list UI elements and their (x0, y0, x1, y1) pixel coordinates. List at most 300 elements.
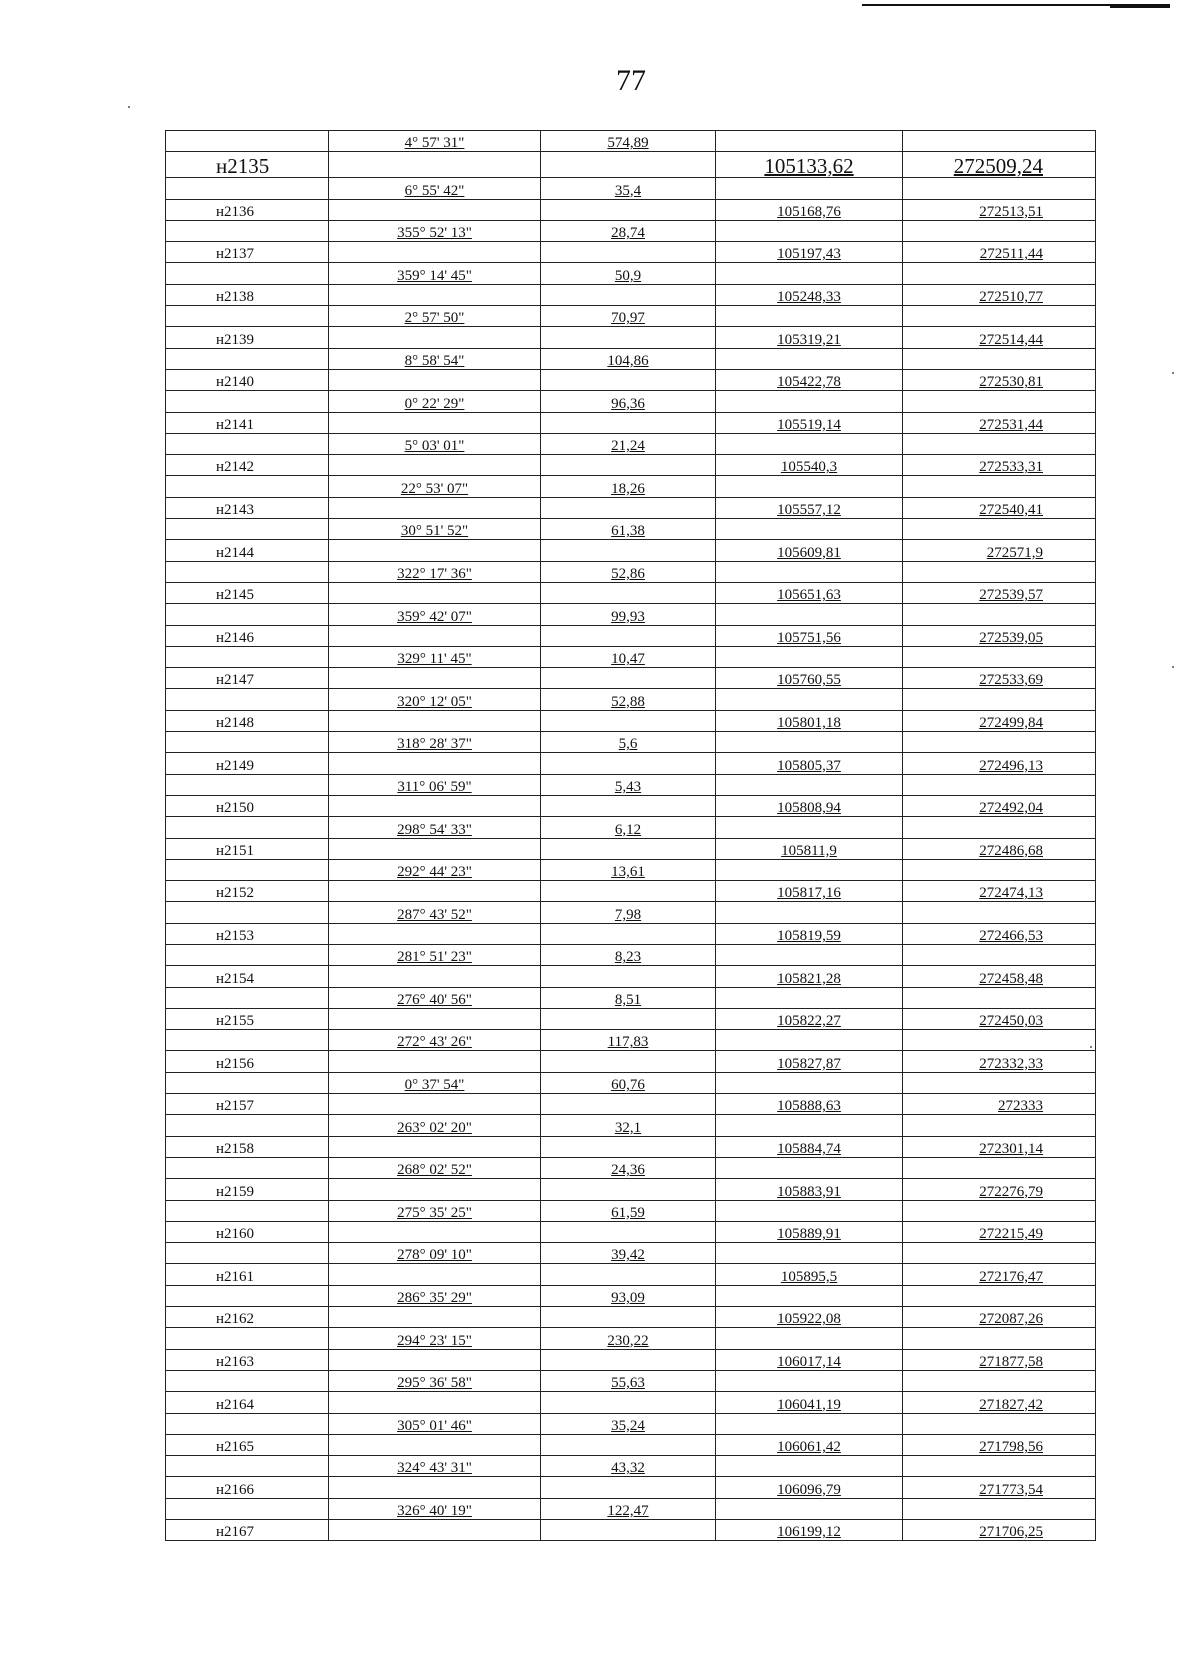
point-y: 272496,13 (903, 753, 1096, 774)
angle-cell (329, 455, 541, 476)
segment-angle: 6° 55' 42" (329, 178, 541, 199)
angle-cell (329, 753, 541, 774)
angle-cell (329, 668, 541, 689)
segment-length: 28,74 (541, 220, 716, 241)
x-cell (716, 476, 903, 497)
point-y: 272458,48 (903, 966, 1096, 987)
point-row (166, 1179, 1096, 1200)
length-cell (541, 199, 716, 220)
segment-row (166, 774, 1096, 795)
y-cell (903, 1498, 1096, 1519)
segment-row (166, 178, 1096, 199)
point-x: 105197,43 (716, 242, 903, 263)
angle-cell (329, 369, 541, 390)
point-id: н2163 (166, 1349, 329, 1370)
point-x: 105884,74 (716, 1136, 903, 1157)
segment-angle: 276° 40' 56" (329, 987, 541, 1008)
point-cell (166, 1285, 329, 1306)
length-cell (541, 1008, 716, 1029)
point-cell (166, 1157, 329, 1178)
coordinates-table (165, 130, 1096, 1541)
point-cell (166, 774, 329, 795)
length-cell (541, 1221, 716, 1242)
length-cell (541, 152, 716, 178)
point-cell (166, 646, 329, 667)
point-cell (166, 348, 329, 369)
x-cell (716, 1328, 903, 1349)
y-cell (903, 391, 1096, 412)
segment-length: 122,47 (541, 1498, 716, 1519)
angle-cell (329, 795, 541, 816)
point-cell (166, 1243, 329, 1264)
segment-row (166, 391, 1096, 412)
angle-cell (329, 1264, 541, 1285)
segment-length: 52,88 (541, 689, 716, 710)
segment-length: 10,47 (541, 646, 716, 667)
segment-angle: 275° 35' 25" (329, 1200, 541, 1221)
point-id: н2157 (166, 1094, 329, 1115)
length-cell (541, 1520, 716, 1541)
point-x: 105801,18 (716, 710, 903, 731)
point-id: н2142 (166, 455, 329, 476)
point-x: 105751,56 (716, 625, 903, 646)
point-y: 272531,44 (903, 412, 1096, 433)
x-cell (716, 902, 903, 923)
y-cell (903, 944, 1096, 965)
x-cell (716, 1200, 903, 1221)
length-cell (541, 327, 716, 348)
point-y: 272301,14 (903, 1136, 1096, 1157)
segment-row (166, 519, 1096, 540)
angle-cell (329, 1179, 541, 1200)
point-y: 271706,25 (903, 1520, 1096, 1541)
segment-row (166, 859, 1096, 880)
segment-angle: 305° 01' 46" (329, 1413, 541, 1434)
segment-row (166, 987, 1096, 1008)
x-cell (716, 646, 903, 667)
length-cell (541, 668, 716, 689)
point-y: 272492,04 (903, 795, 1096, 816)
point-x: 105922,08 (716, 1307, 903, 1328)
point-x: 105519,14 (716, 412, 903, 433)
point-x: 105827,87 (716, 1051, 903, 1072)
x-cell (716, 1243, 903, 1264)
y-cell (903, 859, 1096, 880)
segment-length: 35,4 (541, 178, 716, 199)
length-cell (541, 966, 716, 987)
point-x: 105651,63 (716, 582, 903, 603)
point-id: н2154 (166, 966, 329, 987)
angle-cell (329, 1136, 541, 1157)
point-y: 272539,57 (903, 582, 1096, 603)
angle-cell (329, 1307, 541, 1328)
segment-length: 117,83 (541, 1030, 716, 1051)
point-cell (166, 902, 329, 923)
segment-row (166, 1072, 1096, 1093)
x-cell (716, 774, 903, 795)
segment-length: 32,1 (541, 1115, 716, 1136)
y-cell (903, 604, 1096, 625)
segment-angle: 294° 23' 15" (329, 1328, 541, 1349)
point-row (166, 881, 1096, 902)
point-id: н2159 (166, 1179, 329, 1200)
y-cell (903, 817, 1096, 838)
length-cell (541, 1434, 716, 1455)
point-y: 272215,49 (903, 1221, 1096, 1242)
point-cell (166, 306, 329, 327)
segment-length: 93,09 (541, 1285, 716, 1306)
point-row (166, 795, 1096, 816)
segment-row (166, 131, 1096, 152)
point-cell (166, 1072, 329, 1093)
y-cell (903, 476, 1096, 497)
y-cell (903, 433, 1096, 454)
point-y: 272333 (903, 1094, 1096, 1115)
segment-length: 104,86 (541, 348, 716, 369)
point-x: 105819,59 (716, 923, 903, 944)
point-y: 272176,47 (903, 1264, 1096, 1285)
point-id: н2138 (166, 284, 329, 305)
segment-angle: 329° 11' 45" (329, 646, 541, 667)
point-y: 271798,56 (903, 1434, 1096, 1455)
point-row (166, 923, 1096, 944)
angle-cell (329, 1008, 541, 1029)
point-cell (166, 476, 329, 497)
point-y: 271877,58 (903, 1349, 1096, 1370)
y-cell (903, 178, 1096, 199)
segment-angle: 4° 57' 31" (329, 131, 541, 152)
point-y: 272511,44 (903, 242, 1096, 263)
point-x: 105821,28 (716, 966, 903, 987)
point-y: 272533,31 (903, 455, 1096, 476)
y-cell (903, 1030, 1096, 1051)
point-id: н2140 (166, 369, 329, 390)
y-cell (903, 220, 1096, 241)
segment-length: 21,24 (541, 433, 716, 454)
x-cell (716, 1370, 903, 1391)
point-row (166, 1051, 1096, 1072)
point-row (166, 668, 1096, 689)
segment-row (166, 604, 1096, 625)
point-id: н2148 (166, 710, 329, 731)
y-cell (903, 561, 1096, 582)
y-cell (903, 1115, 1096, 1136)
length-cell (541, 1349, 716, 1370)
angle-cell (329, 1349, 541, 1370)
point-x: 106041,19 (716, 1392, 903, 1413)
segment-angle: 318° 28' 37" (329, 732, 541, 753)
length-cell (541, 1264, 716, 1285)
y-cell (903, 1285, 1096, 1306)
segment-angle: 359° 42' 07" (329, 604, 541, 625)
point-id: н2139 (166, 327, 329, 348)
point-x: 105888,63 (716, 1094, 903, 1115)
point-cell (166, 859, 329, 880)
x-cell (716, 1413, 903, 1434)
point-row (166, 582, 1096, 603)
y-cell (903, 732, 1096, 753)
point-x: 105133,62 (716, 152, 903, 178)
point-cell (166, 689, 329, 710)
angle-cell (329, 625, 541, 646)
point-row (166, 625, 1096, 646)
x-cell (716, 178, 903, 199)
point-y: 272514,44 (903, 327, 1096, 348)
point-row (166, 1136, 1096, 1157)
angle-cell (329, 242, 541, 263)
segment-row (166, 689, 1096, 710)
length-cell (541, 455, 716, 476)
point-x: 106061,42 (716, 1434, 903, 1455)
segment-angle: 286° 35' 29" (329, 1285, 541, 1306)
point-x: 105760,55 (716, 668, 903, 689)
segment-angle: 326° 40' 19" (329, 1498, 541, 1519)
length-cell (541, 625, 716, 646)
segment-angle: 355° 52' 13" (329, 220, 541, 241)
point-id: н2150 (166, 795, 329, 816)
point-row (166, 1392, 1096, 1413)
point-x: 106017,14 (716, 1349, 903, 1370)
point-cell (166, 1413, 329, 1434)
point-y: 272571,9 (903, 540, 1096, 561)
angle-cell (329, 540, 541, 561)
segment-angle: 322° 17' 36" (329, 561, 541, 582)
segment-angle: 320° 12' 05" (329, 689, 541, 710)
segment-row (166, 902, 1096, 923)
point-x: 105822,27 (716, 1008, 903, 1029)
point-y: 272510,77 (903, 284, 1096, 305)
point-row (166, 1264, 1096, 1285)
segment-row (166, 561, 1096, 582)
point-id: н2156 (166, 1051, 329, 1072)
length-cell (541, 1136, 716, 1157)
point-id: н2145 (166, 582, 329, 603)
x-cell (716, 1115, 903, 1136)
x-cell (716, 263, 903, 284)
segment-length: 5,43 (541, 774, 716, 795)
length-cell (541, 1392, 716, 1413)
length-cell (541, 284, 716, 305)
point-y: 272087,26 (903, 1307, 1096, 1328)
point-cell (166, 1498, 329, 1519)
point-y: 272466,53 (903, 923, 1096, 944)
segment-length: 60,76 (541, 1072, 716, 1093)
segment-angle: 311° 06' 59" (329, 774, 541, 795)
point-x: 105883,91 (716, 1179, 903, 1200)
point-y: 272533,69 (903, 668, 1096, 689)
point-id: н2147 (166, 668, 329, 689)
segment-length: 70,97 (541, 306, 716, 327)
segment-length: 39,42 (541, 1243, 716, 1264)
point-cell (166, 1328, 329, 1349)
x-cell (716, 433, 903, 454)
point-row (166, 1520, 1096, 1541)
point-y: 272530,81 (903, 369, 1096, 390)
segment-length: 574,89 (541, 131, 716, 152)
length-cell (541, 1477, 716, 1498)
point-cell (166, 263, 329, 284)
point-row (166, 838, 1096, 859)
point-id: н2160 (166, 1221, 329, 1242)
segment-row (166, 476, 1096, 497)
point-x: 105805,37 (716, 753, 903, 774)
point-cell (166, 519, 329, 540)
segment-row (166, 1157, 1096, 1178)
x-cell (716, 1285, 903, 1306)
coordinates-table-body (166, 131, 1096, 1541)
y-cell (903, 646, 1096, 667)
length-cell (541, 412, 716, 433)
x-cell (716, 817, 903, 838)
point-row (166, 199, 1096, 220)
point-y: 271773,54 (903, 1477, 1096, 1498)
point-cell (166, 131, 329, 152)
x-cell (716, 348, 903, 369)
angle-cell (329, 1051, 541, 1072)
point-cell (166, 817, 329, 838)
point-cell (166, 1030, 329, 1051)
point-id: н2137 (166, 242, 329, 263)
angle-cell (329, 1094, 541, 1115)
length-cell (541, 1094, 716, 1115)
point-x: 105319,21 (716, 327, 903, 348)
angle-cell (329, 923, 541, 944)
point-cell (166, 1115, 329, 1136)
point-cell (166, 732, 329, 753)
length-cell (541, 242, 716, 263)
y-cell (903, 774, 1096, 795)
length-cell (541, 881, 716, 902)
point-y: 272513,51 (903, 199, 1096, 220)
point-row (166, 753, 1096, 774)
x-cell (716, 561, 903, 582)
angle-cell (329, 199, 541, 220)
angle-cell (329, 1434, 541, 1455)
segment-row (166, 220, 1096, 241)
segment-angle: 2° 57' 50" (329, 306, 541, 327)
segment-length: 52,86 (541, 561, 716, 582)
x-cell (716, 1072, 903, 1093)
point-id: н2164 (166, 1392, 329, 1413)
y-cell (903, 1072, 1096, 1093)
point-id: н2153 (166, 923, 329, 944)
segment-row (166, 1285, 1096, 1306)
segment-angle: 278° 09' 10" (329, 1243, 541, 1264)
segment-length: 99,93 (541, 604, 716, 625)
segment-length: 24,36 (541, 1157, 716, 1178)
segment-length: 18,26 (541, 476, 716, 497)
segment-row (166, 1200, 1096, 1221)
x-cell (716, 220, 903, 241)
point-row (166, 284, 1096, 305)
segment-length: 61,38 (541, 519, 716, 540)
segment-row (166, 1115, 1096, 1136)
segment-length: 6,12 (541, 817, 716, 838)
point-cell (166, 944, 329, 965)
segment-length: 5,6 (541, 732, 716, 753)
x-cell (716, 944, 903, 965)
y-cell (903, 1157, 1096, 1178)
point-cell (166, 604, 329, 625)
point-row (166, 540, 1096, 561)
angle-cell (329, 838, 541, 859)
x-cell (716, 689, 903, 710)
angle-cell (329, 1221, 541, 1242)
point-cell (166, 433, 329, 454)
segment-row (166, 1243, 1096, 1264)
point-y: 272486,68 (903, 838, 1096, 859)
point-row (166, 1477, 1096, 1498)
point-y: 272450,03 (903, 1008, 1096, 1029)
point-x: 106199,12 (716, 1520, 903, 1541)
segment-row (166, 263, 1096, 284)
point-x: 105540,3 (716, 455, 903, 476)
angle-cell (329, 1477, 541, 1498)
segment-angle: 268° 02' 52" (329, 1157, 541, 1178)
length-cell (541, 753, 716, 774)
length-cell (541, 838, 716, 859)
segment-length: 7,98 (541, 902, 716, 923)
point-cell (166, 1200, 329, 1221)
point-id: н2162 (166, 1307, 329, 1328)
point-y: 272276,79 (903, 1179, 1096, 1200)
length-cell (541, 1179, 716, 1200)
point-id: н2161 (166, 1264, 329, 1285)
segment-angle: 22° 53' 07" (329, 476, 541, 497)
point-y: 272539,05 (903, 625, 1096, 646)
point-x: 105895,5 (716, 1264, 903, 1285)
scan-speck (1172, 372, 1174, 374)
point-y: 272509,24 (903, 152, 1096, 178)
point-id: н2167 (166, 1520, 329, 1541)
point-row (166, 152, 1096, 178)
segment-row (166, 1413, 1096, 1434)
point-row (166, 327, 1096, 348)
x-cell (716, 1498, 903, 1519)
x-cell (716, 987, 903, 1008)
segment-row (166, 1456, 1096, 1477)
segment-row (166, 1498, 1096, 1519)
point-row (166, 412, 1096, 433)
point-id: н2135 (166, 152, 329, 178)
point-row (166, 1008, 1096, 1029)
angle-cell (329, 152, 541, 178)
point-y: 272499,84 (903, 710, 1096, 731)
length-cell (541, 1307, 716, 1328)
segment-length: 8,51 (541, 987, 716, 1008)
segment-row (166, 433, 1096, 454)
segment-row (166, 306, 1096, 327)
point-cell (166, 220, 329, 241)
point-id: н2165 (166, 1434, 329, 1455)
angle-cell (329, 1392, 541, 1413)
segment-angle: 298° 54' 33" (329, 817, 541, 838)
y-cell (903, 263, 1096, 284)
angle-cell (329, 710, 541, 731)
segment-row (166, 944, 1096, 965)
segment-length: 8,23 (541, 944, 716, 965)
y-cell (903, 1328, 1096, 1349)
point-x: 105557,12 (716, 497, 903, 518)
point-id: н2155 (166, 1008, 329, 1029)
segment-angle: 5° 03' 01" (329, 433, 541, 454)
length-cell (541, 369, 716, 390)
segment-length: 55,63 (541, 1370, 716, 1391)
point-cell (166, 987, 329, 1008)
point-row (166, 1221, 1096, 1242)
segment-angle: 292° 44' 23" (329, 859, 541, 880)
segment-length: 50,9 (541, 263, 716, 284)
